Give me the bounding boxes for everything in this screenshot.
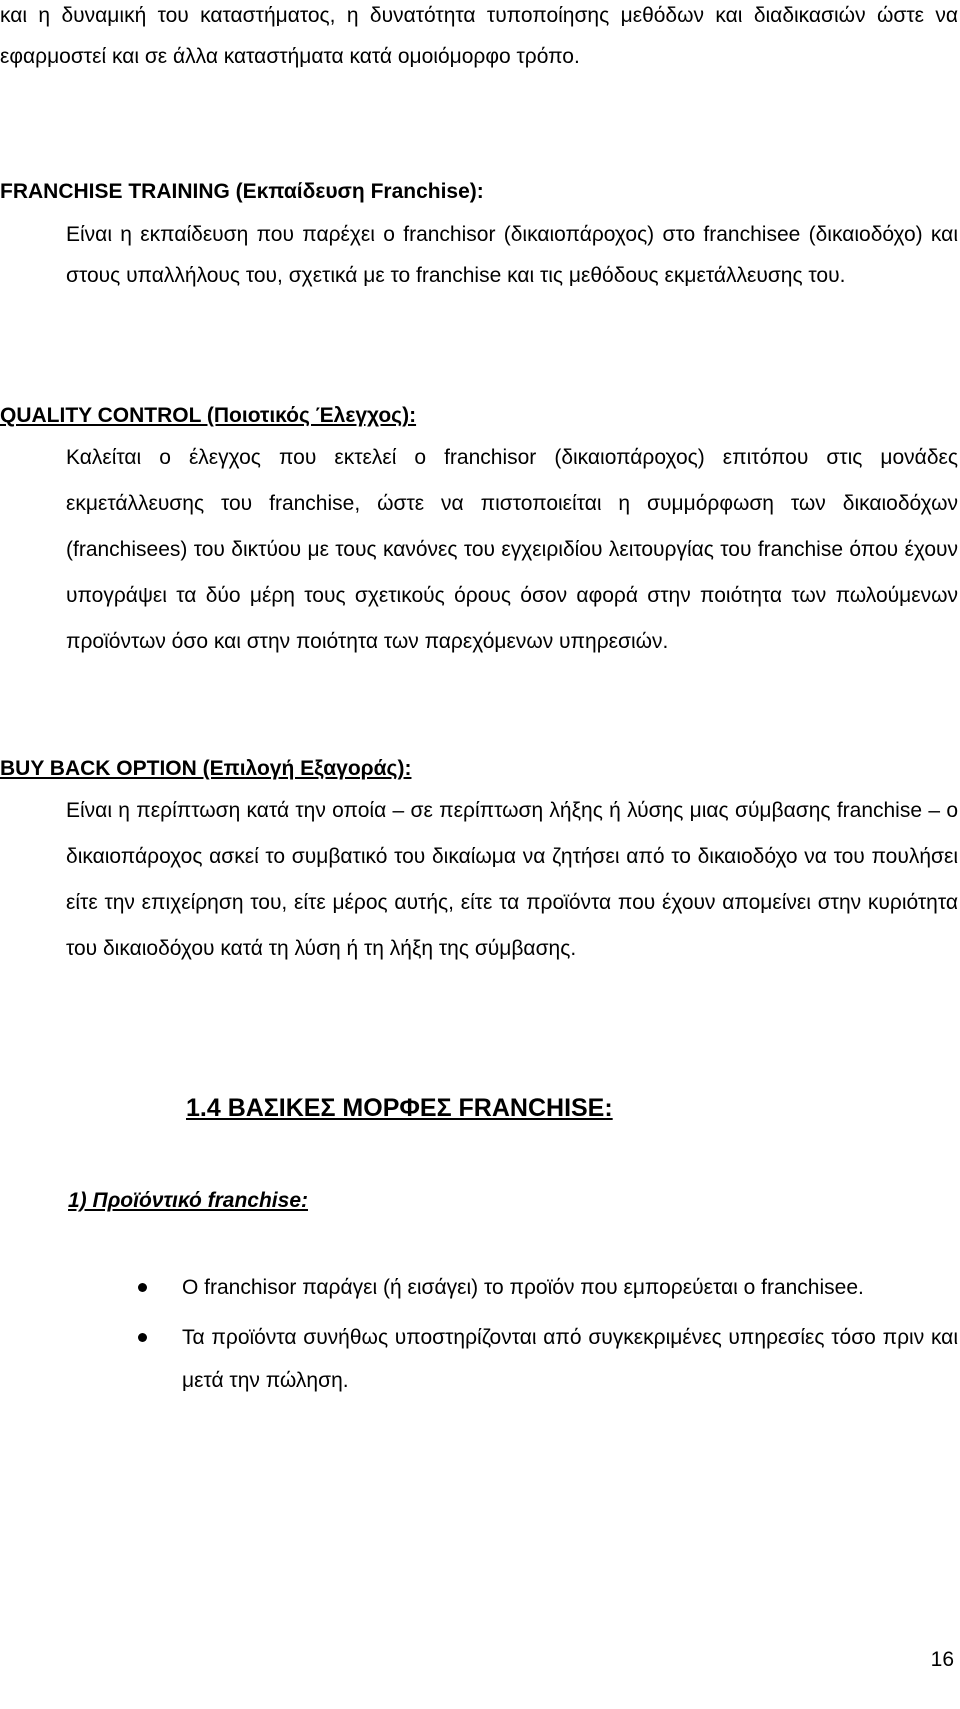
- chapter-title: 1.4 ΒΑΣΙΚΕΣ ΜΟΡΦΕΣ FRANCHISE:: [186, 1094, 613, 1122]
- quality-control-text: Καλείται ο έλεγχος που εκτελεί ο franchisor (δικαιοπάροχος) επιτόπου στις μονάδες εκμετάλλευσης του franchise, ώστε να πιστοποιείται η συμμόρφωση των δικαιοδόχων (franchisees) του δικτύου με τους κανόνες του εγχειριδίου λειτουργίας του franchise όπου έχουν υπογράψει τα δύο μέρη τους σχετικούς όρους όσον αφορά στην ποιότητα των πωλούμενων προϊόντων όσο και στην ποιότητα των παρεχόμενων υπηρεσιών.: [66, 446, 958, 653]
- franchise-training-heading: FRANCHISE TRAINING (Εκπαίδευση Franchise):: [0, 180, 484, 203]
- product-franchise-bullets: [0, 1266, 958, 1402]
- page-number: 16: [930, 1648, 954, 1671]
- franchise-training-paragraph: [0, 215, 958, 296]
- franchise-training-text: Είναι η εκπαίδευση που παρέχει ο franchisor (δικαιοπάροχος) στο franchisee (δικαιοδόχο) και στους υπαλλήλους του, σχετικά με το franchise και τις μεθόδους εκμετάλλευσης του.: [66, 223, 958, 287]
- bullet-icon: [138, 1283, 147, 1292]
- product-franchise-heading: 1) Προϊόντικό franchise:: [68, 1189, 308, 1212]
- intro-paragraph: και η δυναμική του καταστήματος, η δυνατότητα τυποποίησης μεθόδων και διαδικασιών ώστε να εφαρμοστεί και σε άλλα καταστήματα κατά ομοιόμορφο τρόπο.: [0, 4, 958, 68]
- buy-back-option-paragraph: [0, 788, 958, 972]
- quality-control-heading: QUALITY CONTROL (Ποιοτικός Έλεγχος):: [0, 404, 417, 427]
- buy-back-option-text: Είναι η περίπτωση κατά την οποία – σε περίπτωση λήξης ή λύσης μιας σύμβασης franchise – ο δικαιοπάροχος ασκεί το συμβατικό του δικαίωμα να ζητήσει από το δικαιοδόχο να του πουλήσει είτε την επιχείρηση του, είτε μέρος αυτής, είτε τα προϊόντα που έχουν απομείνει στην κυριότητα του δικαιοδόχου κατά τη λύση ή τη λήξη της σύμβασης.: [66, 799, 958, 960]
- buy-back-option-heading: BUY BACK OPTION (Επιλογή Εξαγοράς):: [0, 757, 412, 780]
- list-item: [0, 1316, 958, 1402]
- bullet-text: Ο franchisor παράγει (ή εισάγει) το προϊόν που εμπορεύεται ο franchisee.: [182, 1276, 864, 1299]
- bullet-icon: [138, 1333, 147, 1342]
- bullet-text: Τα προϊόντα συνήθως υποστηρίζονται από συγκεκριμένες υπηρεσίες τόσο πριν και μετά την πώληση.: [182, 1326, 958, 1392]
- quality-control-paragraph: [0, 435, 958, 665]
- list-item: [0, 1266, 958, 1309]
